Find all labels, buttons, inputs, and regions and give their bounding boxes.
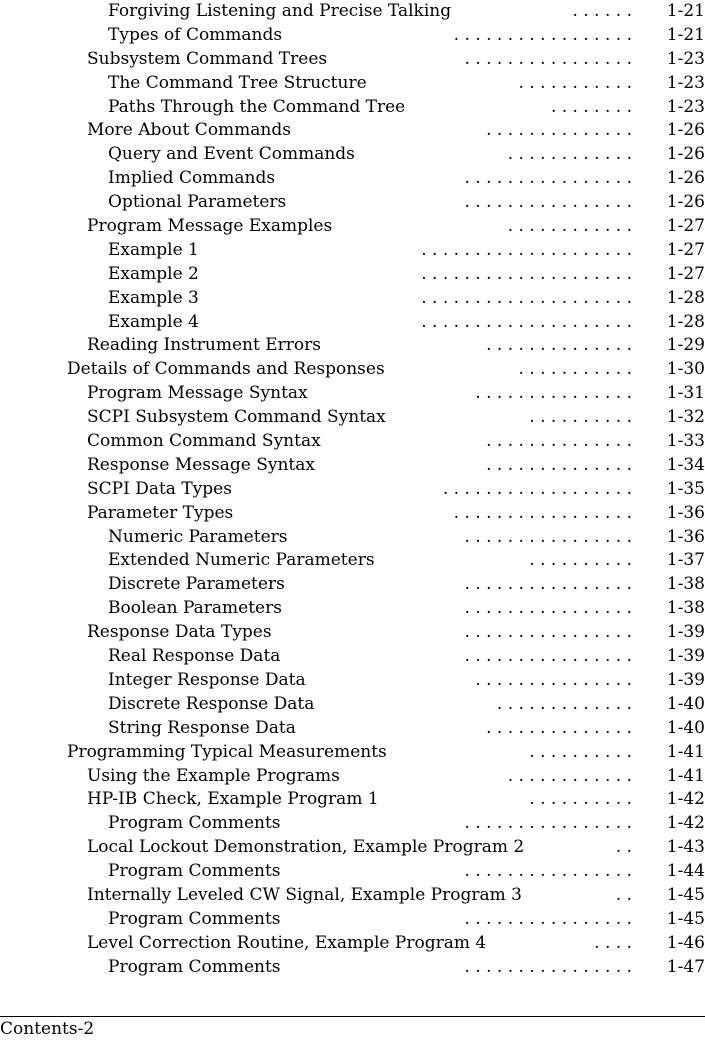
toc-leader-dots: . . . . . . . . . .	[529, 550, 632, 571]
toc-leader-dots: . . . . . . . . . . . . . .	[486, 335, 632, 356]
toc-entry-title: Query and Event Commands	[108, 144, 355, 165]
toc-entry[interactable]	[0, 358, 705, 382]
toc-leader-dots: . . . . . . . . . . .	[518, 359, 632, 380]
toc-leader-dots: . . . . . . . . . . . . . . .	[475, 383, 632, 404]
toc-entry[interactable]	[0, 788, 705, 812]
toc-entry-title: Program Comments	[108, 956, 281, 977]
toc-entry[interactable]	[0, 645, 705, 669]
toc-page-number: 1-35	[666, 478, 705, 499]
toc-page-number: 1-39	[666, 622, 705, 643]
toc-entry[interactable]	[0, 263, 705, 287]
toc-leader-dots: . . . . . . . . . . . . .	[496, 693, 632, 714]
toc-entry-title: SCPI Data Types	[87, 478, 232, 499]
toc-page-number: 1-27	[666, 216, 705, 237]
toc-leader-dots: . . . . . . . . . . . . . . . .	[464, 622, 632, 643]
toc-leader-dots: . . . . . .	[572, 1, 632, 21]
toc-entry-title: Program Message Examples	[87, 216, 333, 237]
toc-entry[interactable]	[0, 72, 705, 96]
toc-leader-dots: . . . . . . . . . .	[529, 789, 632, 810]
toc-entry-title: Types of Commands	[108, 24, 283, 45]
toc-entry[interactable]	[0, 717, 705, 741]
toc-page-number: 1-32	[666, 407, 705, 428]
toc-entry-title: Subsystem Command Trees	[87, 48, 328, 69]
toc-entry-title: Response Data Types	[87, 622, 272, 643]
toc-page-number: 1-27	[666, 263, 705, 284]
toc-leader-dots: . . . . . . . . . . . . . . . .	[464, 861, 632, 882]
toc-page-number: 1-30	[666, 359, 705, 380]
toc-leader-dots: . . . . . . . . . . . . . .	[486, 717, 632, 738]
toc-entry[interactable]	[0, 239, 705, 263]
toc-leader-dots: . . . . . . . . . . . . . . . .	[464, 598, 632, 619]
toc-page-number: 1-37	[666, 550, 705, 571]
toc-entry-title: Using the Example Programs	[87, 765, 340, 786]
toc-entry[interactable]	[0, 884, 705, 908]
toc-entry-title: Numeric Parameters	[108, 526, 288, 547]
toc-entry[interactable]	[0, 382, 705, 406]
toc-page-number: 1-39	[666, 646, 705, 667]
toc-entry[interactable]	[0, 526, 705, 550]
toc-leader-dots: . . . . . . . . . . . . . . . .	[464, 48, 632, 69]
toc-page-number: 1-38	[666, 598, 705, 619]
toc-leader-dots: . . . . . . . . . . . .	[507, 144, 632, 165]
toc-entry[interactable]	[0, 143, 705, 167]
toc-entry[interactable]	[0, 765, 705, 789]
toc-page-number: 1-42	[666, 813, 705, 834]
toc-entry[interactable]	[0, 860, 705, 884]
toc-page-number: 1-26	[666, 144, 705, 165]
toc-entry-title: Program Message Syntax	[87, 383, 308, 404]
toc-entry[interactable]	[0, 478, 705, 502]
toc-page-number: 1-28	[666, 311, 705, 332]
toc-page-number: 1-40	[666, 717, 705, 738]
toc-page-number: 1-28	[666, 287, 705, 308]
toc-entry[interactable]	[0, 0, 705, 24]
toc-entry-title: More About Commands	[87, 120, 291, 141]
toc-entry-title: Level Correction Routine, Example Program 4	[87, 932, 487, 953]
toc-entry[interactable]	[0, 549, 705, 573]
toc-entry-title: Example 2	[108, 263, 199, 284]
toc-page-number: 1-42	[666, 789, 705, 810]
toc-entry[interactable]	[0, 621, 705, 645]
toc-entry[interactable]	[0, 191, 705, 215]
footer-rule	[0, 1016, 705, 1017]
toc-entry[interactable]	[0, 956, 705, 980]
toc-page-number: 1-21	[666, 1, 705, 21]
toc-entry-title: Programming Typical Measurements	[67, 741, 387, 762]
toc-leader-dots: . . . .	[594, 932, 632, 953]
toc-leader-dots: . . . . . . . . . . . . . . . .	[464, 813, 632, 834]
toc-entry-title: Local Lockout Demonstration, Example Program 2	[87, 837, 525, 858]
toc-entry[interactable]	[0, 908, 705, 932]
toc-page-number: 1-26	[666, 120, 705, 141]
toc-entry[interactable]	[0, 812, 705, 836]
toc-leader-dots: . . . . . . . . . . . . . .	[486, 120, 632, 141]
toc-entry[interactable]	[0, 119, 705, 143]
toc-leader-dots: . .	[615, 837, 632, 858]
toc-page-number: 1-41	[666, 741, 705, 762]
toc-leader-dots: . . . . . . . . . . . . . . . . .	[453, 502, 632, 523]
toc-leader-dots: . . . . . . . . . . . . . . . . . .	[442, 478, 632, 499]
toc-entry[interactable]	[0, 24, 705, 48]
toc-entry-title: HP-IB Check, Example Program 1	[87, 789, 379, 810]
toc-leader-dots: . . . . . . . . . . . . . . . . . . . .	[421, 263, 632, 284]
toc-entry-title: Common Command Syntax	[87, 431, 321, 452]
toc-entry-title: Example 3	[108, 287, 199, 308]
toc-page-number: 1-40	[666, 693, 705, 714]
toc-entry-title: Program Comments	[108, 908, 281, 929]
toc-entry[interactable]	[0, 573, 705, 597]
toc-entry-title: The Command Tree Structure	[108, 72, 367, 93]
toc-entry[interactable]	[0, 215, 705, 239]
toc-entry-title: Integer Response Data	[108, 669, 306, 690]
toc-entry[interactable]	[0, 741, 705, 765]
toc-page-number: 1-33	[666, 431, 705, 452]
toc-page-number: 1-44	[666, 861, 705, 882]
toc-entry-title: Details of Commands and Responses	[67, 359, 385, 380]
toc-leader-dots: . . . . . . . . . . . . . . .	[475, 669, 632, 690]
toc-entry-title: Parameter Types	[87, 502, 234, 523]
toc-entry-title: Forgiving Listening and Precise Talking	[108, 1, 452, 21]
toc-entry[interactable]	[0, 96, 705, 120]
toc-page-number: 1-21	[666, 24, 705, 45]
toc-leader-dots: . . . . . . . . . . . . . . . . .	[453, 24, 632, 45]
toc-leader-dots: . . . . . . . . . . . . . . . . . . . .	[421, 239, 632, 260]
toc-entry-title: Program Comments	[108, 813, 281, 834]
toc-page-number: 1-34	[666, 454, 705, 475]
toc-page-number: 1-43	[666, 837, 705, 858]
toc-leader-dots: . . . . . . . . . . . . . . . .	[464, 192, 632, 213]
toc-page-number: 1-39	[666, 669, 705, 690]
toc-entry-title: Paths Through the Command Tree	[108, 96, 406, 117]
toc-leader-dots: . . . . . . . . . .	[529, 407, 632, 428]
toc-entry[interactable]	[0, 669, 705, 693]
toc-entry-title: Discrete Response Data	[108, 693, 315, 714]
toc-entry[interactable]	[0, 502, 705, 526]
toc-page-number: 1-29	[666, 335, 705, 356]
toc-leader-dots: . . . . . . . . . . . . . . . .	[464, 168, 632, 189]
toc-page-number: 1-26	[666, 192, 705, 213]
toc-leader-dots: . . . . . . . . . . . . . . . . . . . .	[421, 311, 632, 332]
toc-entry[interactable]	[0, 430, 705, 454]
toc-page-number: 1-23	[666, 48, 705, 69]
toc-leader-dots: . . . . . . . . . . . .	[507, 765, 632, 786]
toc-page-number: 1-23	[666, 72, 705, 93]
toc-leader-dots: . . . . . . . . . . . . . . . . . . . .	[421, 287, 632, 308]
toc-entry-title: String Response Data	[108, 717, 296, 738]
toc-page-number: 1-36	[666, 502, 705, 523]
toc-entry-title: Discrete Parameters	[108, 574, 285, 595]
toc-page-number: 1-23	[666, 96, 705, 117]
toc-leader-dots: . . . . . . . . . . . . . . . .	[464, 956, 632, 977]
toc-entry[interactable]	[0, 597, 705, 621]
toc-leader-dots: . . . . . . . . . .	[529, 741, 632, 762]
toc-leader-dots: . .	[615, 884, 632, 905]
toc-page-number: 1-47	[666, 956, 705, 977]
toc-entry-title: SCPI Subsystem Command Syntax	[87, 407, 386, 428]
toc-entry[interactable]	[0, 693, 705, 717]
toc-entry[interactable]	[0, 454, 705, 478]
toc-page-number: 1-27	[666, 239, 705, 260]
toc-entry-title: Program Comments	[108, 861, 281, 882]
toc-entry[interactable]	[0, 334, 705, 358]
toc-entry[interactable]	[0, 311, 705, 335]
toc-entry[interactable]	[0, 406, 705, 430]
page-footer-label: Contents-2	[0, 1019, 95, 1039]
toc-entry-title: Example 1	[108, 239, 199, 260]
toc-page-number: 1-38	[666, 574, 705, 595]
toc-entry-title: Boolean Parameters	[108, 598, 282, 619]
toc-page-number: 1-31	[666, 383, 705, 404]
toc-leader-dots: . . . . . . . .	[550, 96, 632, 117]
toc-page-number: 1-36	[666, 526, 705, 547]
toc-leader-dots: . . . . . . . . . . . . . . . .	[464, 908, 632, 929]
toc-entry[interactable]	[0, 836, 705, 860]
toc-leader-dots: . . . . . . . . . . . . . . . .	[464, 646, 632, 667]
toc-entry[interactable]	[0, 287, 705, 311]
toc-page-number: 1-45	[666, 908, 705, 929]
toc-entry-title: Reading Instrument Errors	[87, 335, 321, 356]
toc-entry-title: Internally Leveled CW Signal, Example Program 3	[87, 884, 522, 905]
toc-entry-title: Extended Numeric Parameters	[108, 550, 375, 571]
toc-entry[interactable]	[0, 48, 705, 72]
toc-entry[interactable]	[0, 932, 705, 956]
toc-entry-title: Optional Parameters	[108, 192, 287, 213]
toc-page-number: 1-45	[666, 884, 705, 905]
toc-page-number: 1-26	[666, 168, 705, 189]
toc-page-number: 1-46	[666, 932, 705, 953]
toc-entry[interactable]	[0, 167, 705, 191]
toc-leader-dots: . . . . . . . . . . . . . .	[486, 431, 632, 452]
toc-entry-title: Example 4	[108, 311, 199, 332]
toc-entry-title: Implied Commands	[108, 168, 276, 189]
toc-page-number: 1-41	[666, 765, 705, 786]
toc-leader-dots: . . . . . . . . . . . . . . . .	[464, 574, 632, 595]
toc-leader-dots: . . . . . . . . . . . .	[507, 216, 632, 237]
toc-entry-title: Real Response Data	[108, 646, 281, 667]
toc-leader-dots: . . . . . . . . . . . . . .	[486, 454, 632, 475]
toc-entry-title: Response Message Syntax	[87, 454, 315, 475]
toc-leader-dots: . . . . . . . . . . . . . . . .	[464, 526, 632, 547]
toc-leader-dots: . . . . . . . . . . .	[518, 72, 632, 93]
